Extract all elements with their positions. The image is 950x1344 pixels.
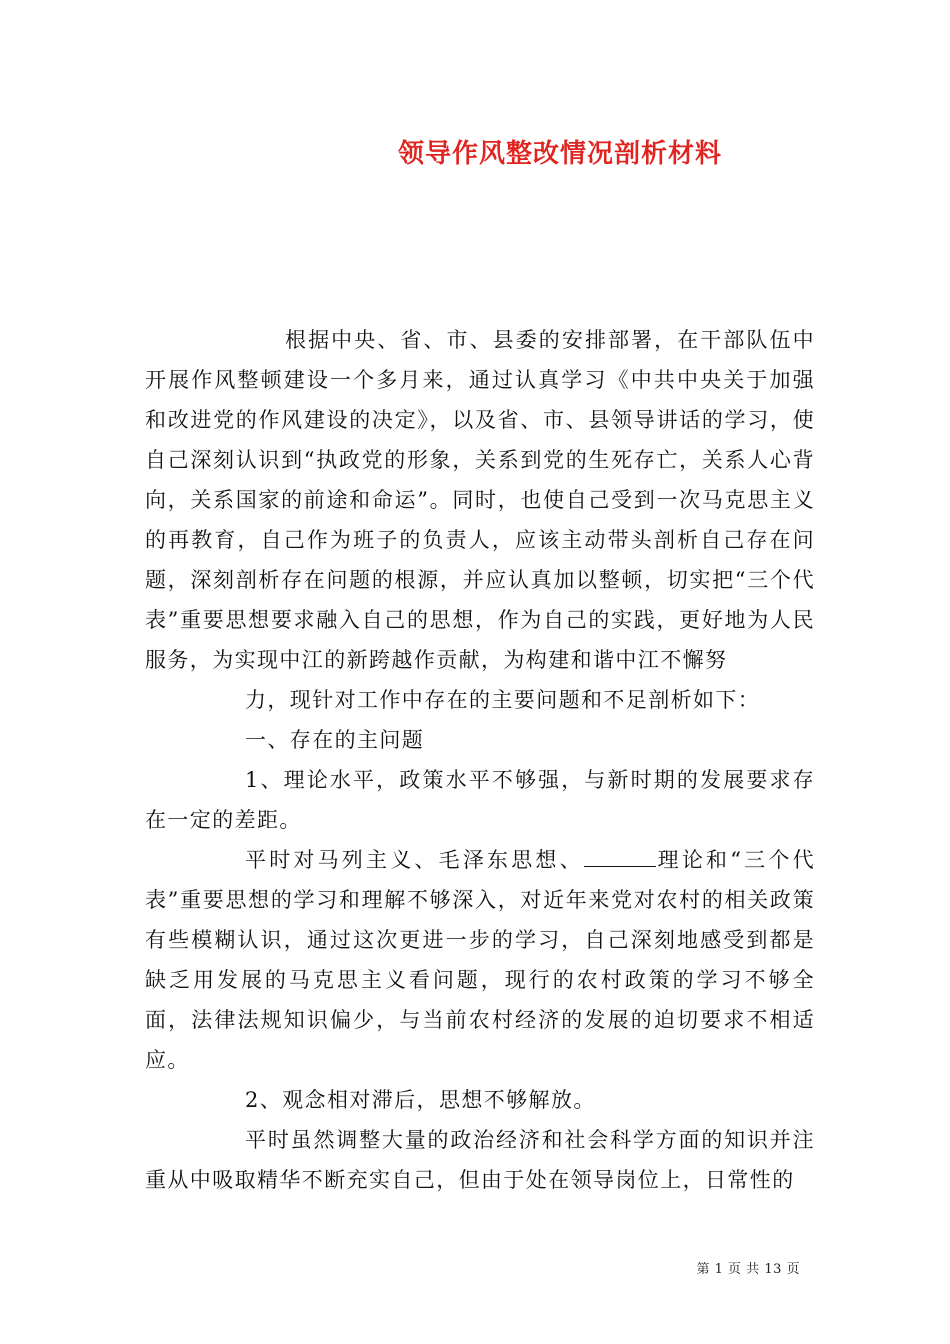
section-heading: 一、存在的主问题: [245, 728, 425, 752]
paragraph-item-2-detail: 平时虽然调整大量的政治经济和社会科学方面的知识并注重从中吸取精华不断充实自己，但由于处在领导岗位上，日常性的: [145, 1128, 815, 1192]
paragraph-item-1-detail: [145, 840, 815, 1080]
item-1-detail-start: 平时对马列主义、毛泽东思想、: [245, 848, 584, 872]
document-title: 领导作风整改情况剖析材料: [397, 139, 722, 169]
paragraph-intro: 根据中央、省、市、县委的安排部署，在干部队伍中开展作风整顿建设一个多月来，通过认真学习《中共中央关于加强和改进党的作风建设的决定》，以及省、市、县领导讲话的学习，使自己深刻认识到“执政党的形象，关系到党的生死存亡，关系人心背向，关系国家的前途和命运”。同时，也使自己受到一次马克思主义的再教育，自己作为班子的负责人，应该主动带头剖析自己存在问题，深刻剖析存在问题的根源，并应认真加以整顿，切实把“三个代表”重要思想要求融入自己的思想，作为自己的实践，更好地为人民服务，为实现中江的新跨越作贡献，为构建和谐中江不懈努: [145, 328, 815, 672]
blank-underline: [584, 848, 656, 867]
document-body: [145, 320, 815, 1200]
paragraph-item-1: 1、理论水平，政策水平不够强，与新时期的发展要求存在一定的差距。: [145, 768, 815, 832]
item-1-detail-rest: 理论和“三个代表”重要思想的学习和理解不够深入，对近年来党对农村的相关政策有些模糊认识，通过这次更进一步的学习，自己深刻地感受到都是缺乏用发展的马克思主义看问题，现行的农村政策的学习不够全面，法律法规知识偏少，与当前农村经济的发展的迫切要求不相适应。: [145, 848, 815, 1072]
paragraph-item-2: 2、观念相对滞后，思想不够解放。: [245, 1088, 596, 1112]
page-number-footer: 第 1 页 共 13 页: [696, 1262, 800, 1277]
paragraph-transition: 力，现针对工作中存在的主要问题和不足剖析如下：: [245, 688, 761, 712]
